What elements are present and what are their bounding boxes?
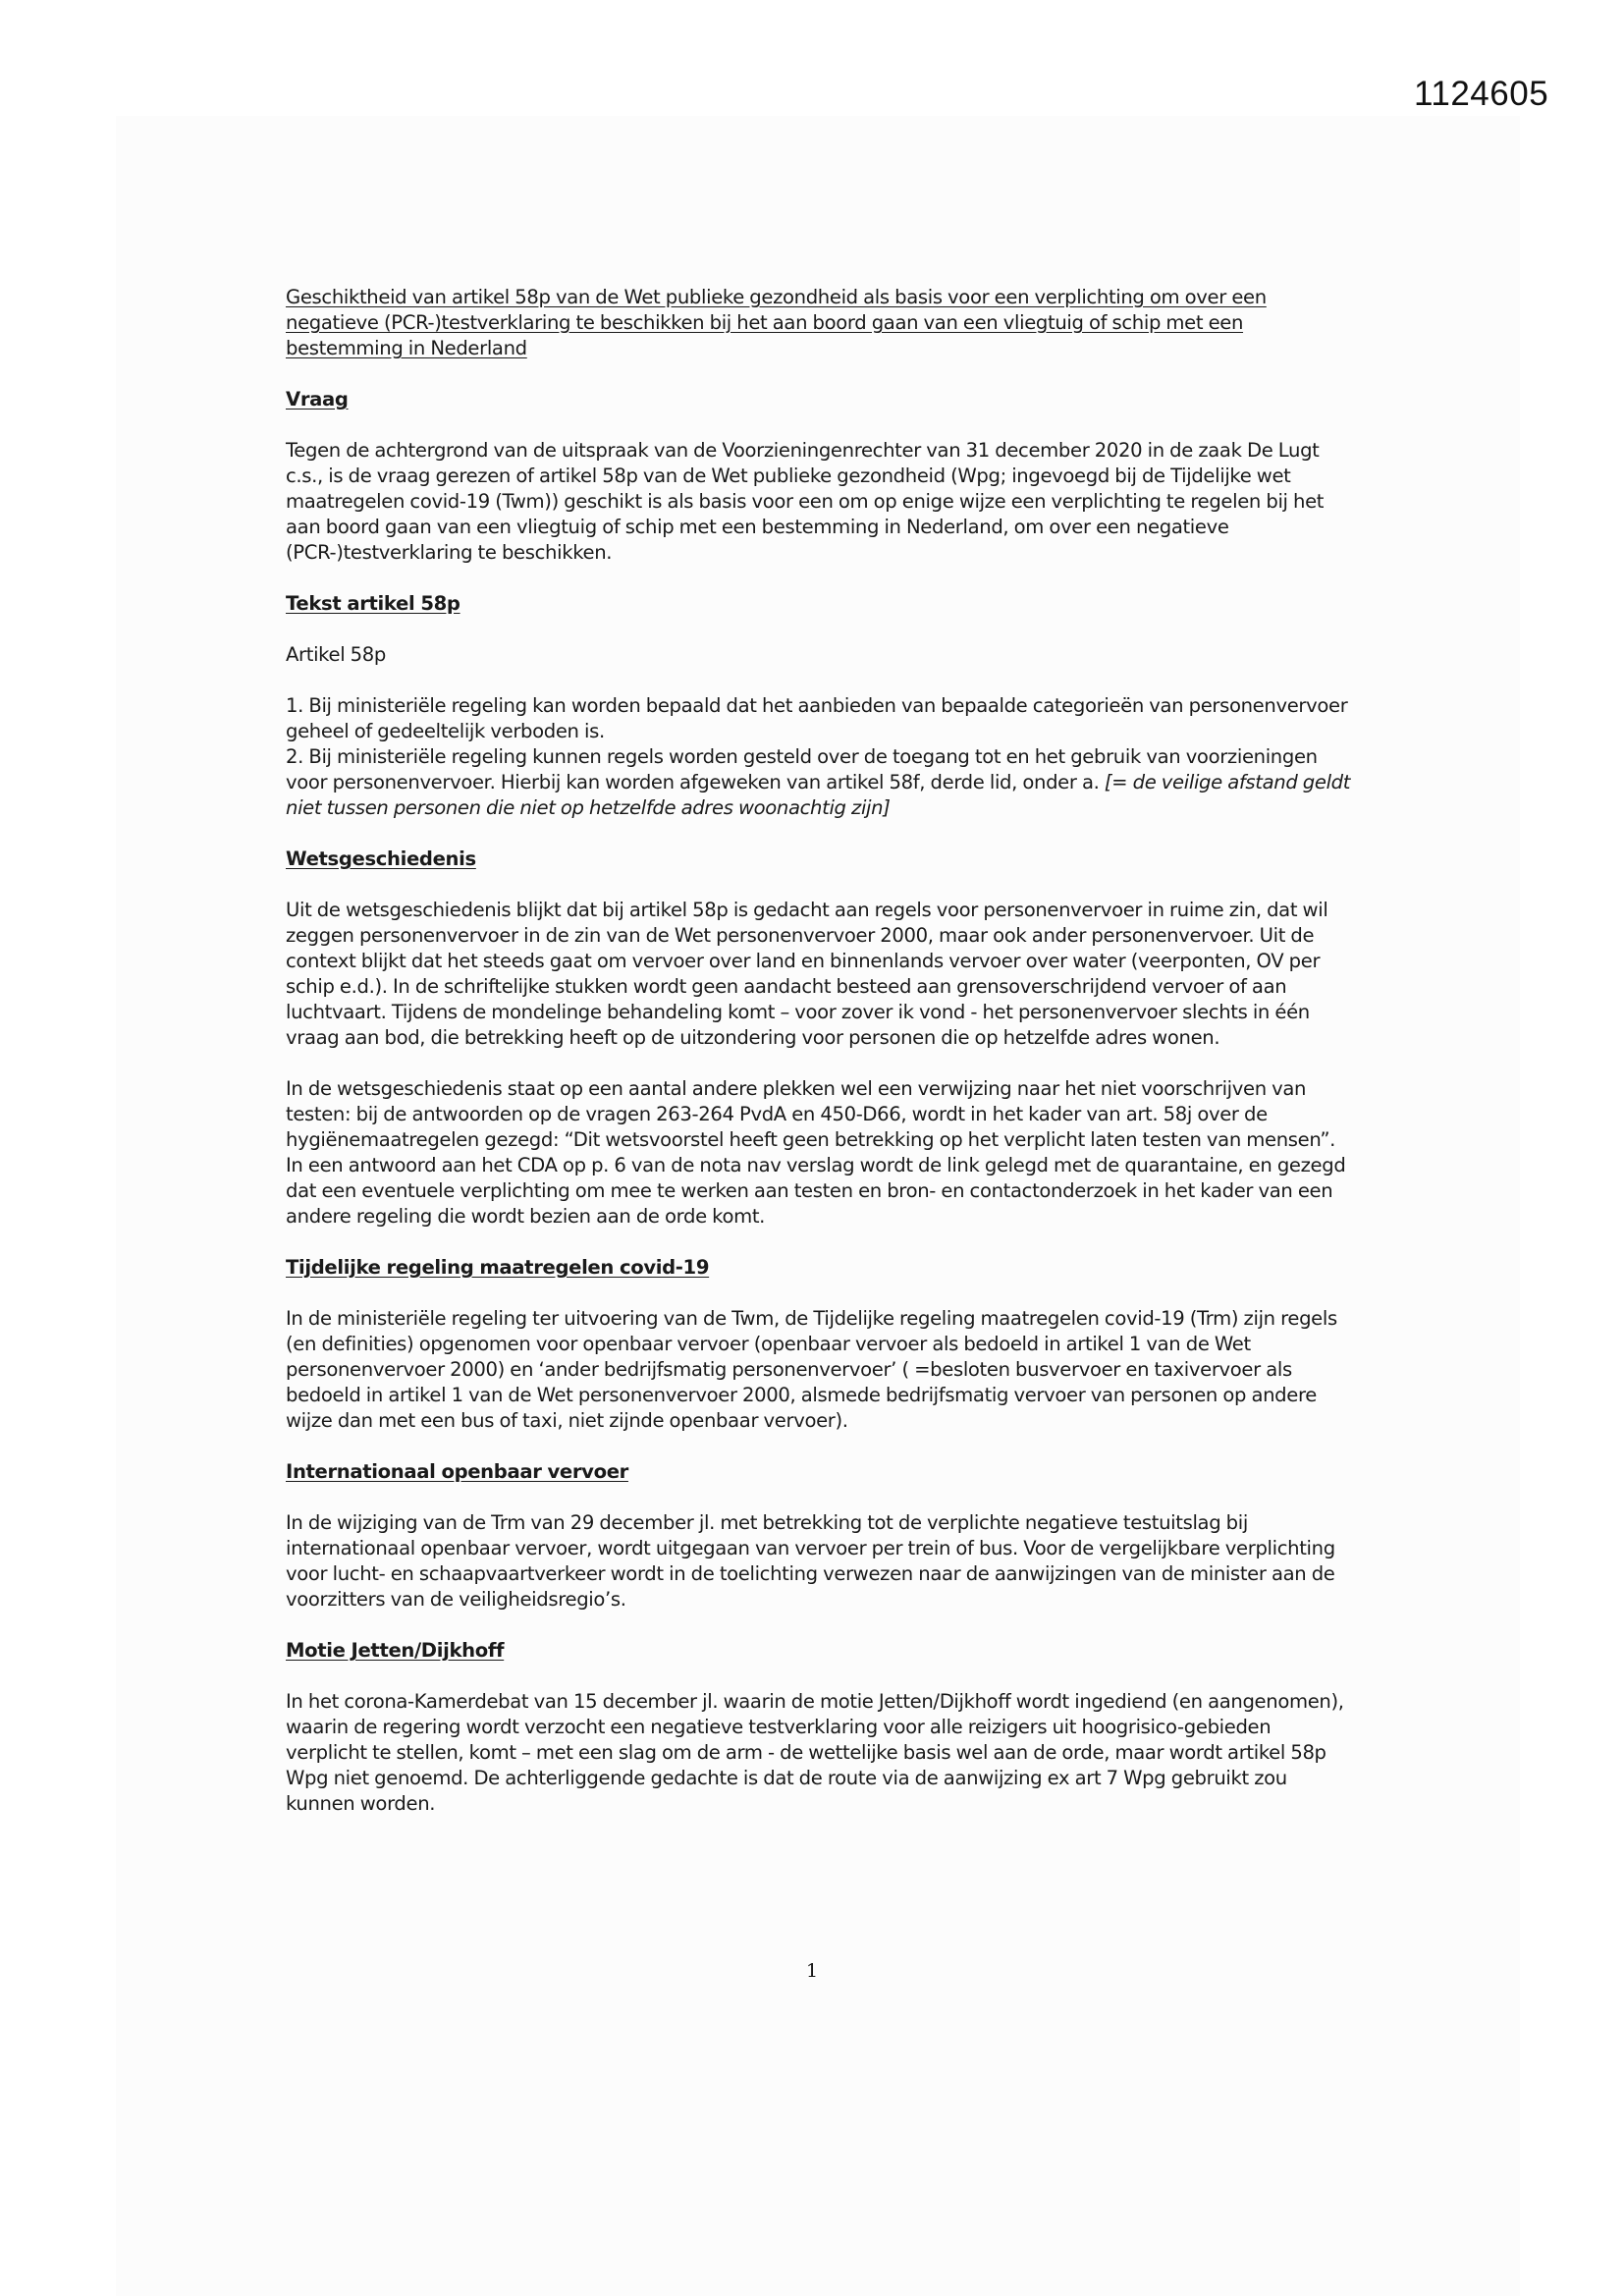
paragraph: In de wetsgeschiedenis staat op een aantal andere plekken wel een verwijzing naar het niet voorschrijven van testen: bij de antwoorden op de vragen 263-264 PvdA en 450-D66, wordt in het kader van art. 58j over de hygiënemaatregelen gezegd: “Dit wetsvoorstel heeft geen betrekking op het verplicht laten testen van mensen”. In een antwoord aan het CDA op p. 6 van de nota nav verslag wordt de link gelegd met de quarantaine, en gezegd dat een eventuele verplichting om mee te werken aan testen en bron- en contactonderzoek in het kader van een andere regeling die wordt bezien aan de orde komt. [286, 1077, 1346, 1228]
section-heading: Motie Jetten/Dijkhoff [286, 1639, 505, 1662]
paragraph: In de ministeriële regeling ter uitvoering van de Twm, de Tijdelijke regeling maatregelen covid-19 (Trm) zijn regels (en definities) opgenomen voor openbaar vervoer (openbaar vervoer als bedoeld in artikel 1 van de Wet personenvervoer 2000) en ‘ander bedrijfsmatig personenvervoer’ ( =besloten busvervoer en taxivervoer als bedoeld in artikel 1 van de Wet personenvervoer 2000, alsmede bedrijfsmatig vervoer van personen op andere wijze dan met een bus of taxi, niet zijnde openbaar vervoer). [286, 1307, 1337, 1432]
document-body [286, 285, 1356, 1842]
section-heading: Tekst artikel 58p [286, 592, 460, 615]
article-label: Artikel 58p [286, 643, 386, 666]
article-lid-2-note: [= de veilige afstand geldt niet tussen personen die niet op hetzelfde adres woonachtig zijn] [286, 771, 1351, 819]
article-lid-1: 1. Bij ministeriële regeling kan worden bepaald dat het aanbieden van bepaalde categorieën van personenvervoer geheel of gedeeltelijk verboden is. [286, 694, 1348, 742]
paragraph: In het corona-Kamerdebat van 15 december jl. waarin de motie Jetten/Dijkhoff wordt ingediend (en aangenomen), waarin de regering wordt verzocht een negatieve testverklaring voor alle reizigers uit hoogrisico-gebieden verplicht te stellen, komt – met een slag om de arm - de wettelijke basis wel aan de orde, maar wordt artikel 58p Wpg niet genoemd. De achterliggende gedachte is dat de route via de aanwijzing ex art 7 Wpg gebruikt zou kunnen worden. [286, 1690, 1344, 1815]
section-motie [286, 1638, 1356, 1817]
paragraph: Tegen de achtergrond van de uitspraak van de Voorzieningenrechter van 31 december 2020 in de zaak De Lugt c.s., is de vraag gerezen of artikel 58p van de Wet publieke gezondheid (Wpg; ingevoegd bij de Tijdelijke wet maatregelen covid-19 (Twm)) geschikt is als basis voor een om op enige wijze een verplichting te regelen bij het aan boord gaan van een vliegtuig of schip met een bestemming in Nederland, om over een negatieve (PCR-)testverklaring te beschikken. [286, 439, 1325, 564]
section-vraag [286, 387, 1356, 566]
section-wetsgeschiedenis [286, 847, 1356, 1230]
article-lid-2-text: 2. Bij ministeriële regeling kunnen regels worden gesteld over de toegang tot en het gebruik van voorzieningen voor personenvervoer. Hierbij kan worden afgeweken van artikel 58f, derde lid, onder a. [286, 745, 1318, 793]
document-title: Geschiktheid van artikel 58p van de Wet publieke gezondheid als basis voor een verplichting om over een negatieve (PCR-)testverklaring te beschikken bij het aan boord gaan van een vliegtuig of schip met een bestemming in Nederland [286, 286, 1267, 359]
section-heading: Wetsgeschiedenis [286, 847, 476, 870]
section-heading: Tijdelijke regeling maatregelen covid-19 [286, 1256, 710, 1279]
page-number: 1 [805, 1960, 819, 1982]
article-lid-2 [286, 744, 1356, 821]
section-tekst-artikel [286, 591, 1356, 821]
section-tijdelijke-regeling [286, 1255, 1356, 1434]
section-internationaal-ov [286, 1459, 1356, 1613]
paragraph: In de wijziging van de Trm van 29 december jl. met betrekking tot de verplichte negatieve testuitslag bij internationaal openbaar vervoer, wordt uitgegaan van vervoer per trein of bus. Voor de vergelijkbare verplichting voor lucht- en schaapvaartverkeer wordt in de toelichting verwezen naar de aanwijzingen van de minister aan de voorzitters van de veiligheidsregio’s. [286, 1511, 1335, 1611]
paragraph: Uit de wetsgeschiedenis blijkt dat bij artikel 58p is gedacht aan regels voor personenvervoer in ruime zin, dat wil zeggen personenvervoer in de zin van de Wet personenvervoer 2000, maar ook ander personenvervoer. Uit de context blijkt dat het steeds gaat om vervoer over land en binnenlands vervoer over water (veerponten, OV per schip e.d.). In de schriftelijke stukken wordt geen aandacht besteed aan grensoverschrijdend vervoer of aan luchtvaart. Tijdens de mondelinge behandeling komt – voor zover ik vond - het personenvervoer slechts in één vraag aan bod, die betrekking heeft op de uitzondering voor personen die op hetzelfde adres wonen. [286, 899, 1328, 1049]
article-text [286, 693, 1356, 821]
section-heading: Internationaal openbaar vervoer [286, 1460, 628, 1483]
document-id: 1124605 [1414, 75, 1549, 113]
section-heading: Vraag [286, 388, 349, 410]
